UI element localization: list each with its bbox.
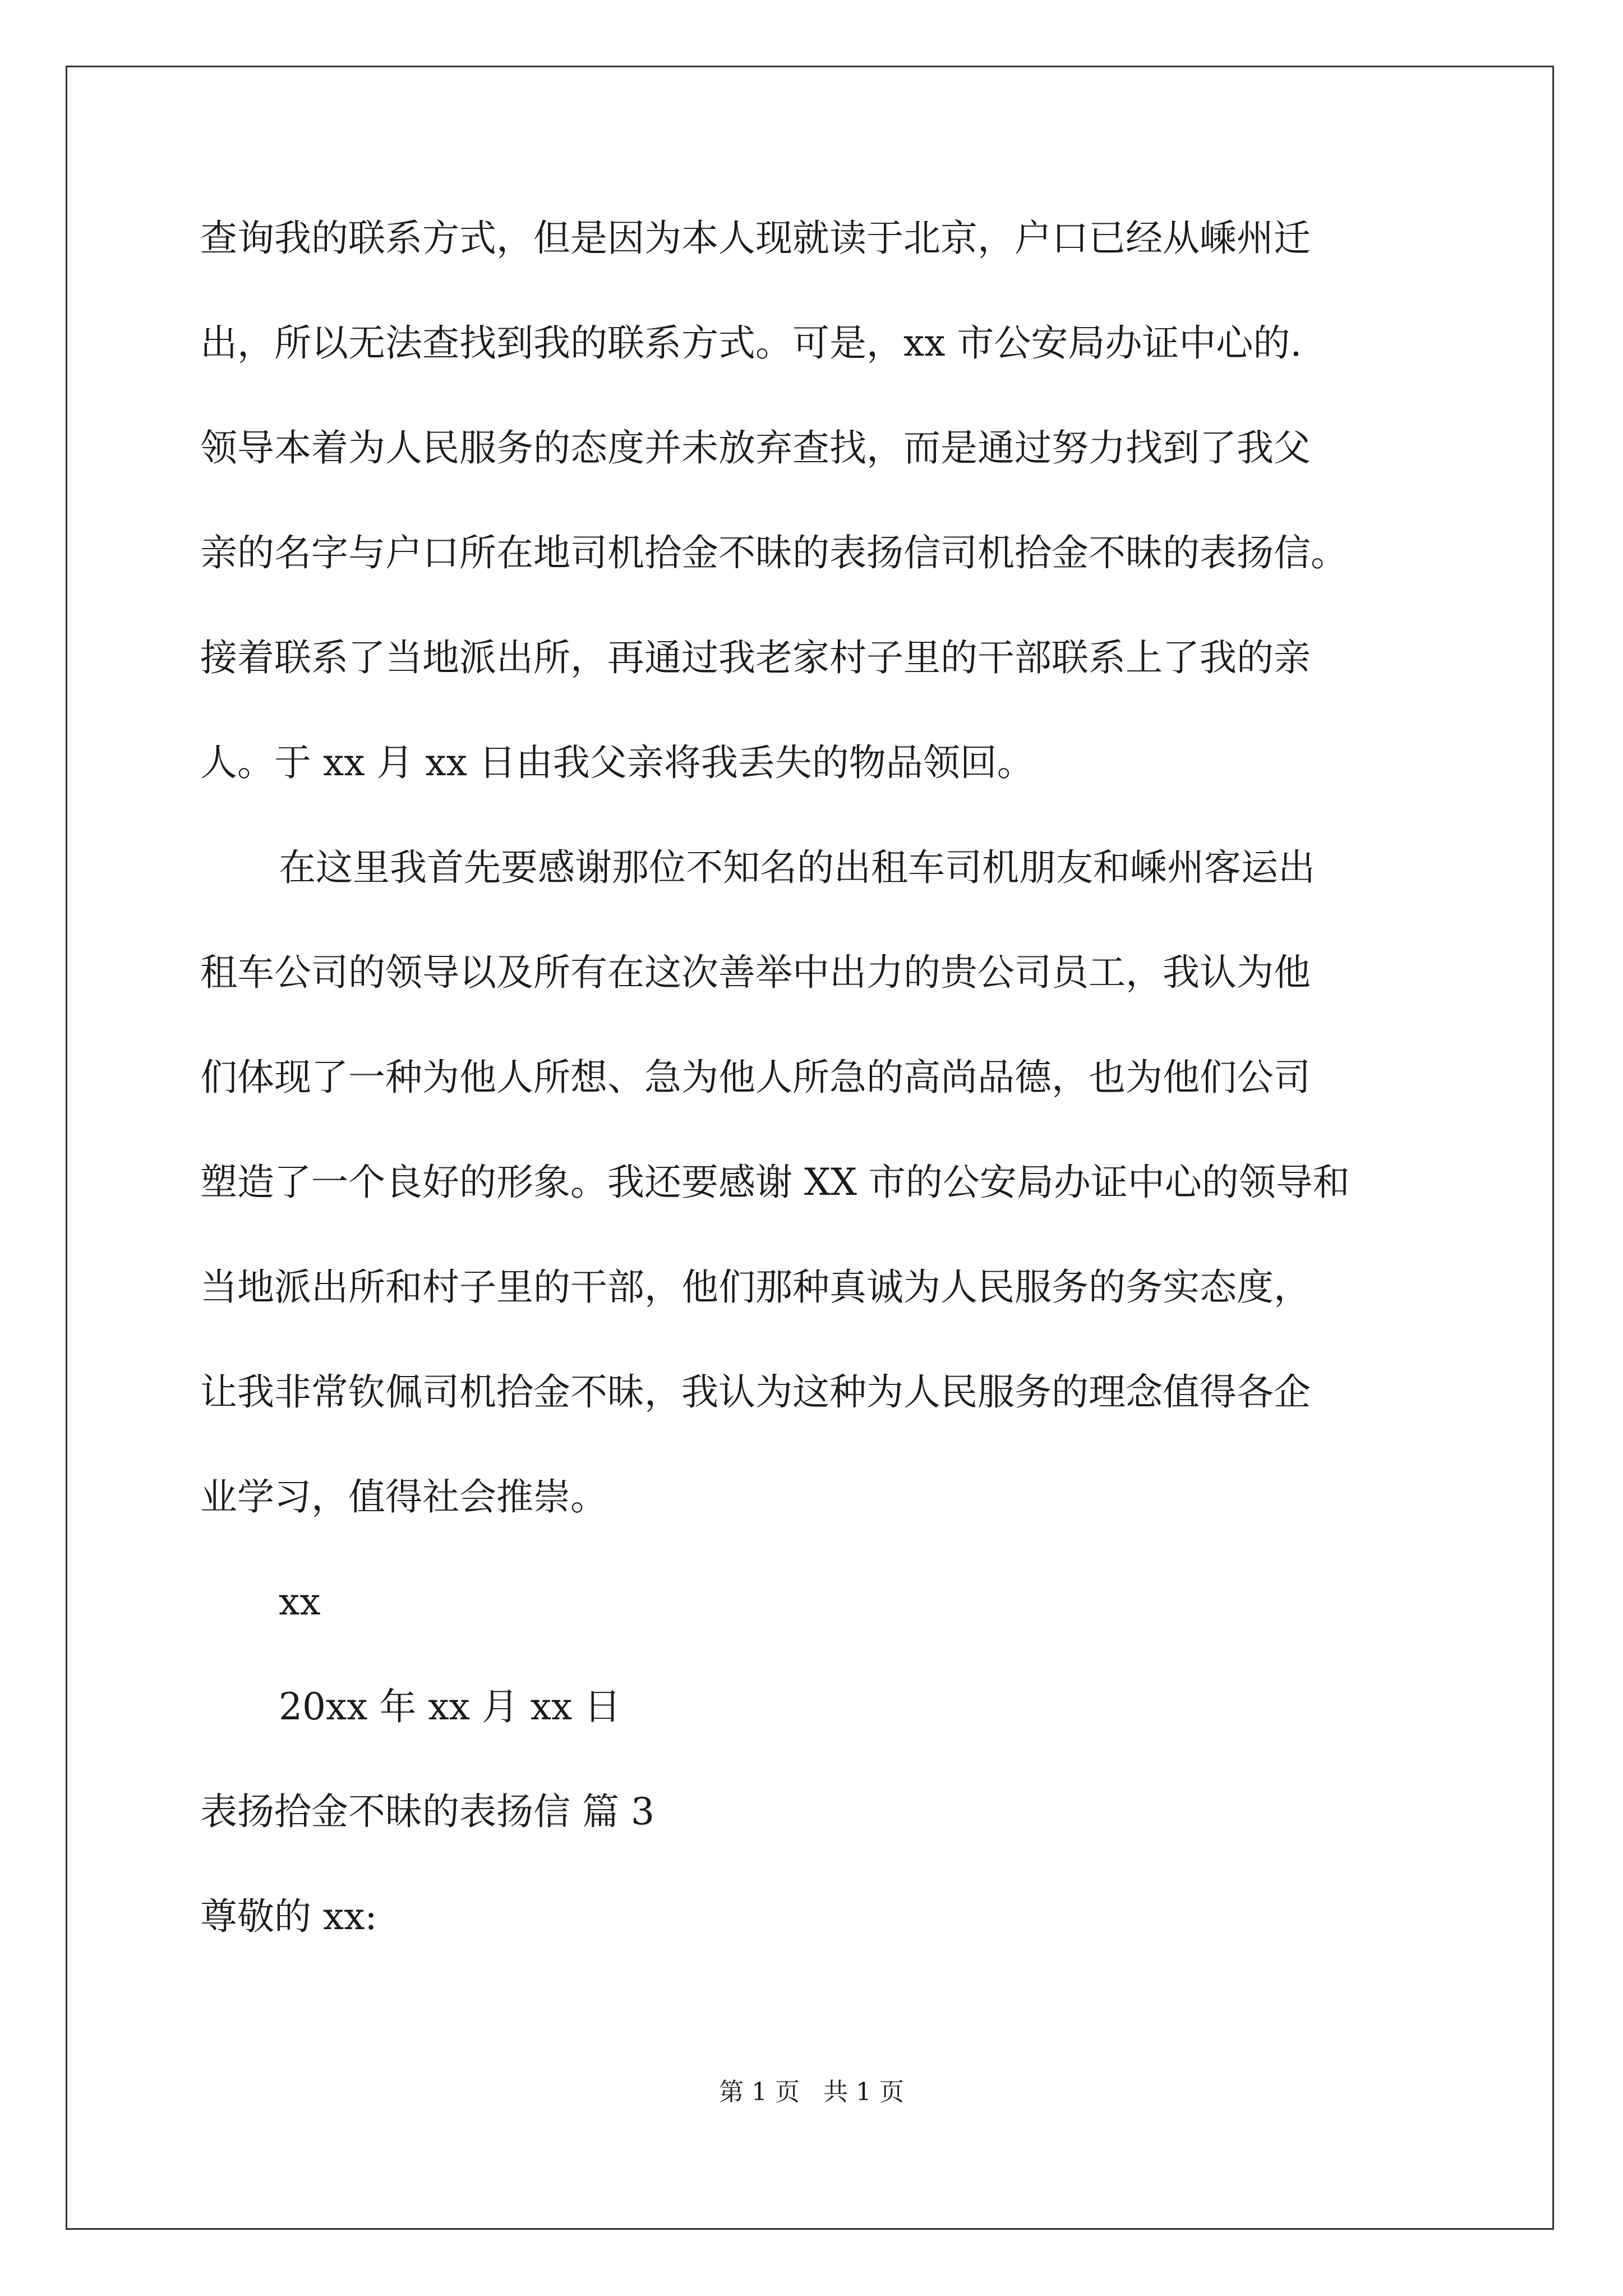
- text-line: 人。于 xx 月 xx 日由我父亲将我丢失的物品领回。: [200, 741, 1034, 784]
- text-line: 查询我的联系方式，但是因为本人现就读于北京，户口已经从嵊州迁: [200, 217, 1311, 260]
- text-line: 租车公司的领导以及所有在这次善举中出力的贵公司员工，我认为他: [200, 951, 1311, 994]
- page-number: 第 1 页: [719, 2078, 800, 2106]
- text-line: 亲的名字与户口所在地司机拾金不昧的表扬信司机拾金不昧的表扬信。: [200, 531, 1348, 574]
- page-footer: [0, 2076, 1623, 2109]
- text-line: 业学习，值得社会推崇。: [200, 1475, 607, 1519]
- text-line: 领导本着为人民服务的态度并未放弃查找，而是通过努力找到了我父: [200, 426, 1311, 470]
- salutation: 尊敬的 xx:: [200, 1895, 377, 1938]
- section-heading: 表扬拾金不昧的表扬信 篇 3: [200, 1790, 654, 1833]
- text-line: 塑造了一个良好的形象。我还要感谢 XX 市的公安局办证中心的领导和: [200, 1161, 1350, 1204]
- text-line: 让我非常钦佩司机拾金不昧，我认为这种为人民服务的理念值得各企: [200, 1370, 1311, 1414]
- text-line: 接着联系了当地派出所，再通过我老家村子里的干部联系上了我的亲: [200, 636, 1311, 679]
- text-line: 出，所以无法查找到我的联系方式。可是，xx 市公安局办证中心的.: [200, 321, 1302, 365]
- text-line: 当地派出所和村子里的干部，他们那种真诚为人民服务的务实态度，: [200, 1266, 1311, 1309]
- signature-date: 20xx 年 xx 月 xx 日: [279, 1685, 621, 1728]
- paragraph-start: 在这里我首先要感谢那位不知名的出租车司机朋友和嵊州客运出: [279, 846, 1315, 889]
- signature-name: xx: [279, 1580, 321, 1623]
- text-line: 们体现了一种为他人所想、急为他人所急的高尚品德，也为他们公司: [200, 1056, 1311, 1099]
- page-total: 共 1 页: [823, 2078, 904, 2106]
